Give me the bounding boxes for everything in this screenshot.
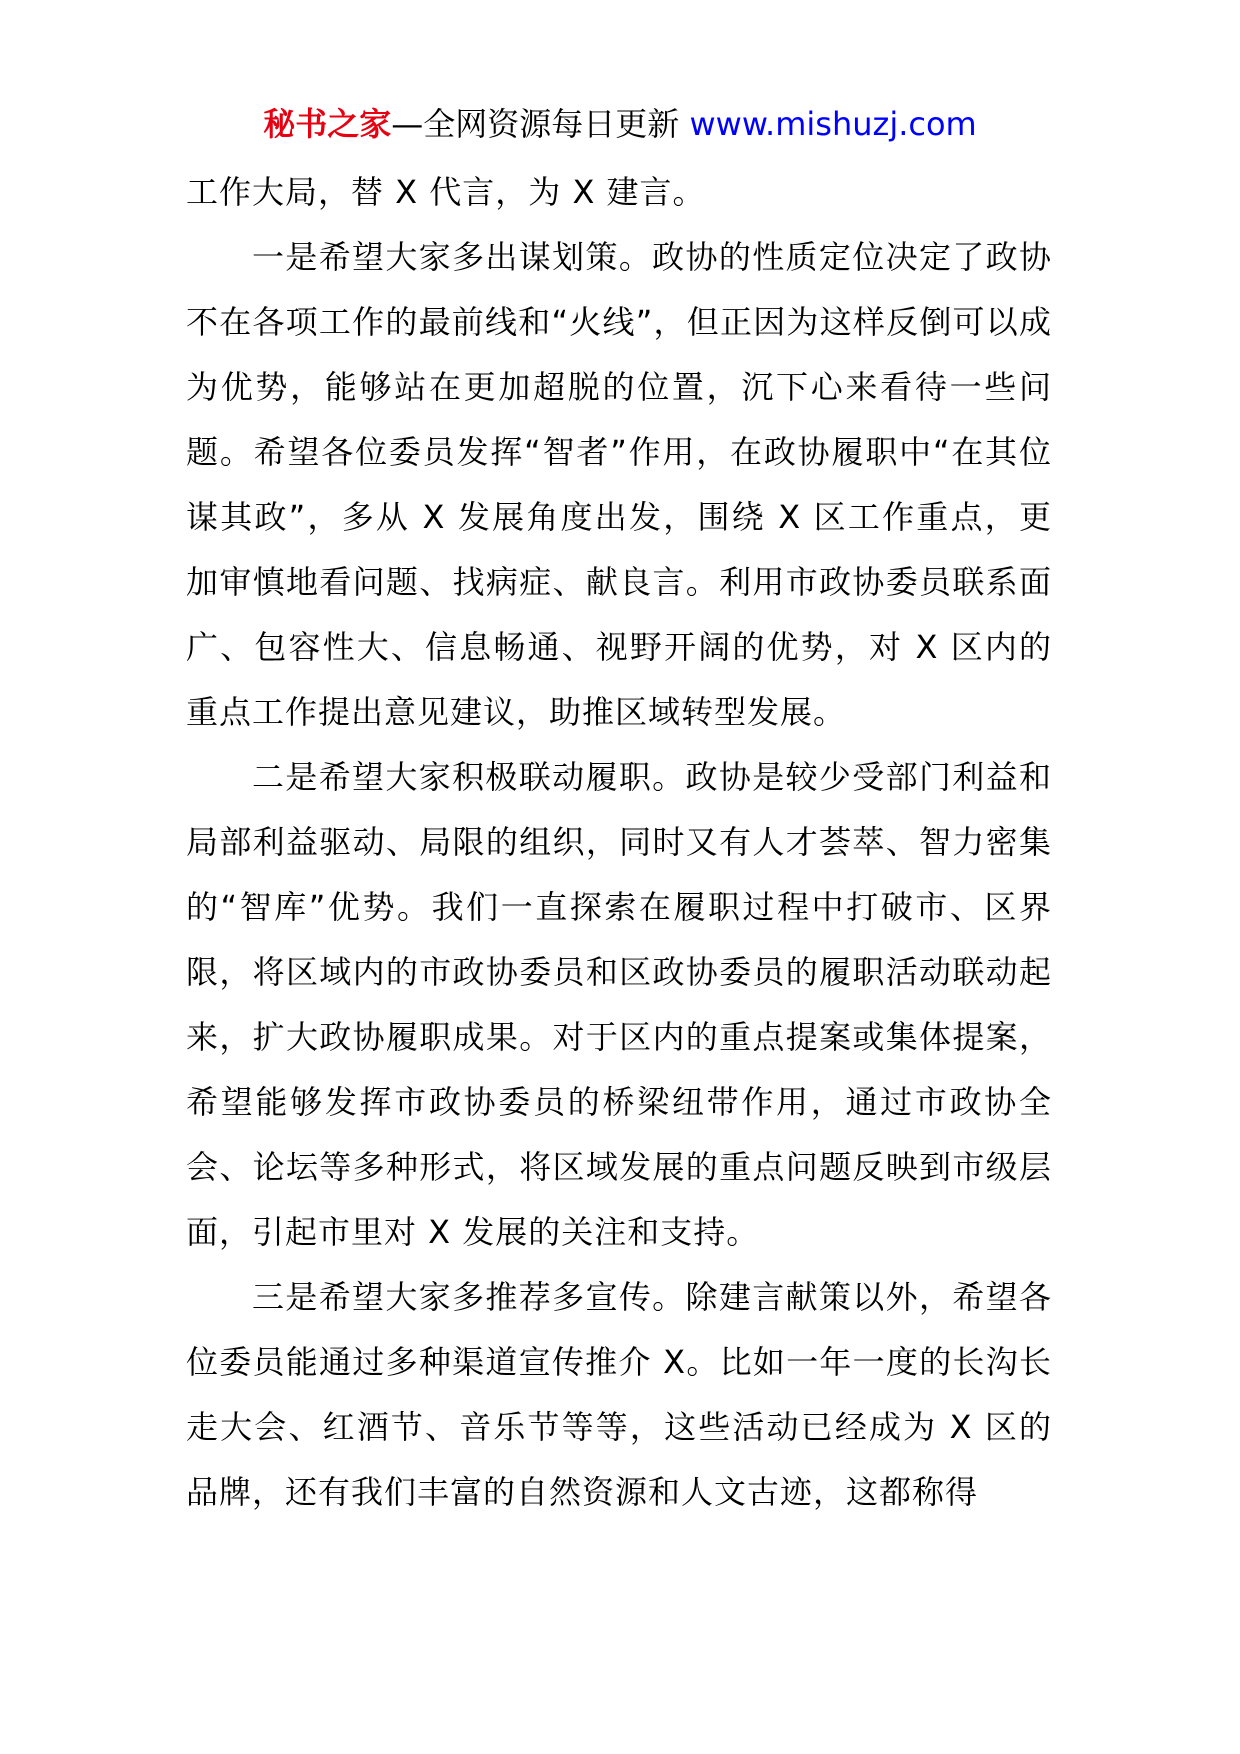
website-link[interactable]: www.mishuzj.com	[689, 105, 977, 143]
header-tagline: —全网资源每日更新	[391, 105, 680, 143]
paragraph-point-three: 三是希望大家多推荐多宣传。除建言献策以外，希望各位委员能通过多种渠道宣传推介 X。比如一年一度的长沟长走大会、红酒节、音乐节等等，这些活动已经成为 X 区的品牌，还有我们丰富的自然资源和人文古迹，这都称得	[186, 1278, 1052, 1511]
brand-name: 秘书之家	[263, 105, 392, 143]
page-header	[0, 100, 1240, 148]
paragraph-continuation: 工作大局，替 X 代言，为 X 建言。	[186, 173, 706, 211]
document-body	[186, 160, 1052, 1525]
paragraph-point-one: 一是希望大家多出谋划策。政协的性质定位决定了政协不在各项工作的最前线和“火线”，但正因为这样反倒可以成为优势，能够站在更加超脱的位置，沉下心来看待一些问题。希望各位委员发挥“智者”作用，在政协履职中“在其位谋其政”，多从 X 发展角度出发，围绕 X 区工作重点，更加审慎地看问题、找病症、献良言。利用市政协委员联系面广、包容性大、信息畅通、视野开阔的优势，对 X 区内的重点工作提出意见建议，助推区域转型发展。	[186, 238, 1052, 731]
paragraph-point-two: 二是希望大家积极联动履职。政协是较少受部门利益和局部利益驱动、局限的组织，同时又有人才荟萃、智力密集的“智库”优势。我们一直探索在履职过程中打破市、区界限，将区域内的市政协委员和区政协委员的履职活动联动起来，扩大政协履职成果。对于区内的重点提案或集体提案，希望能够发挥市政协委员的桥梁纽带作用，通过市政协全会、论坛等多种形式，将区域发展的重点问题反映到市级层面，引起市里对 X 发展的关注和支持。	[186, 758, 1052, 1251]
